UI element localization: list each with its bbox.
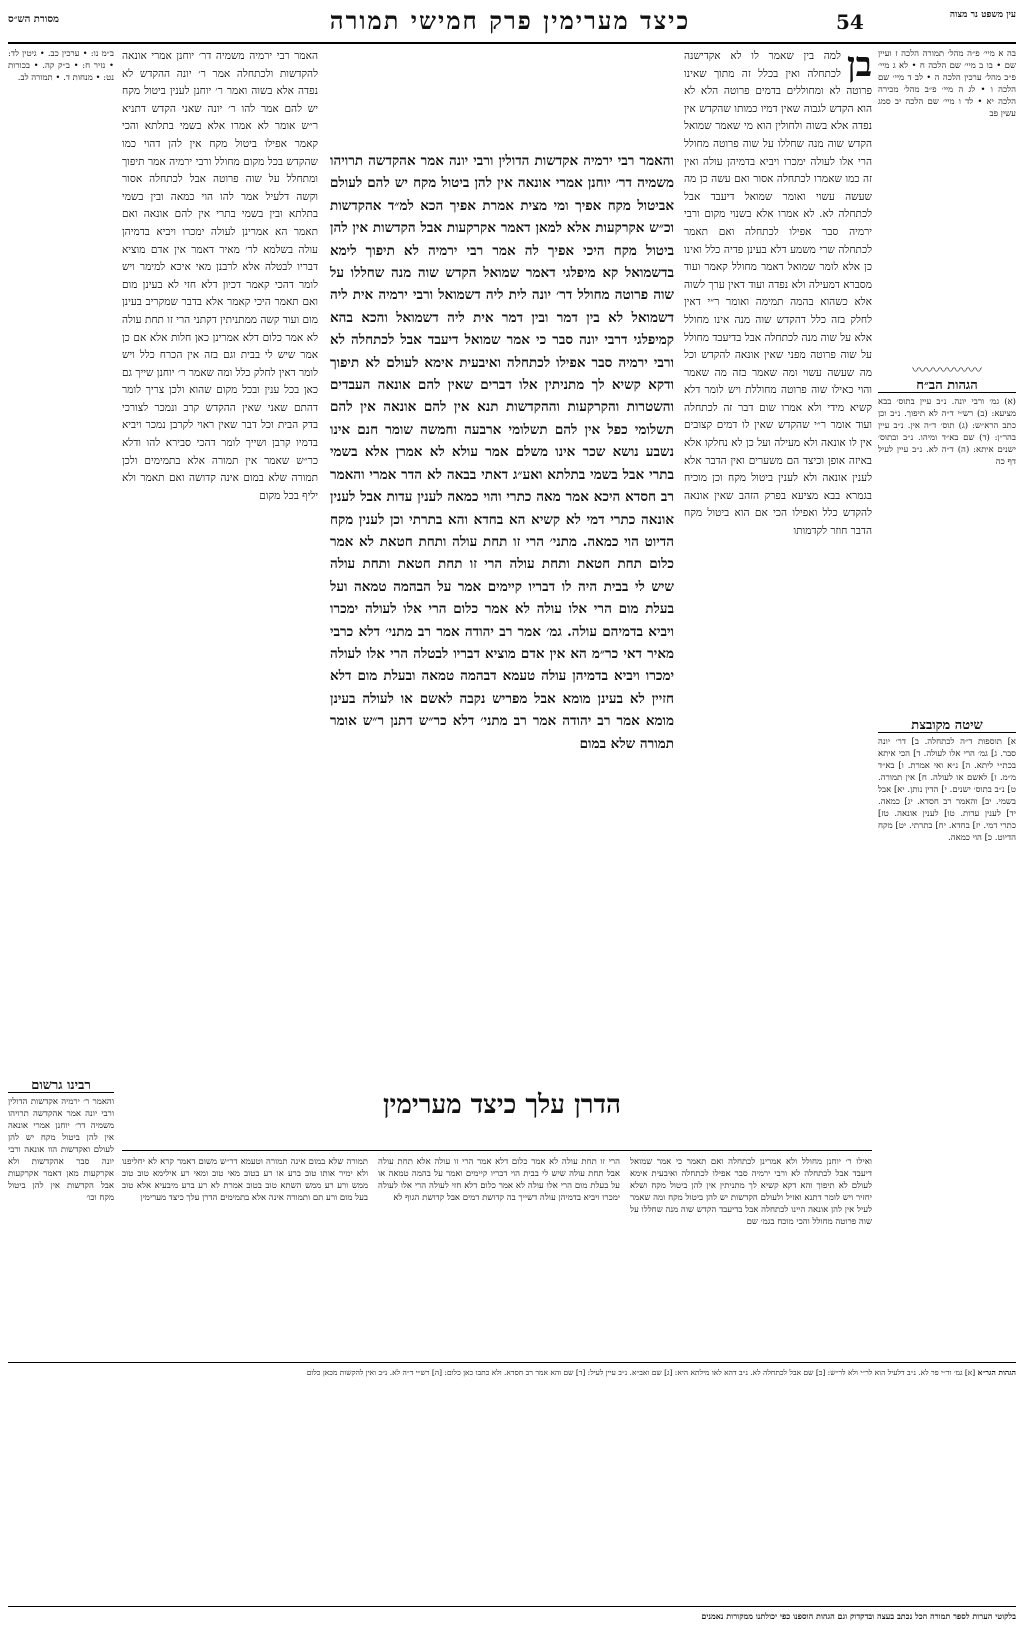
- shita-mekubetzet-column: [878, 720, 1016, 1340]
- shita-mekubetzet-text: א] תוספות ד״ה לכתחלה. ב] דר׳ יונה סבר. ג] גמ׳ הרי אלו לעולה. ד] הכי איתא בכת״י ליתא. ה] נ״א ואי אמרת. ו] בא״ד מ״מ. ז] לאשם או לעולה. ח] אין תמורה. ט] נ״ב בתוס׳ ישנים. י] הדין נותן. יא] אבל בשמי. יב] והאמר רב חסדא. יג] כמאה. יד] לענין עדות. טו] לענין אונאה. טז] כתרי דמי. יז] בחדא. יח] בתרתי. יט] מקח הדיוט. כ] הוי כמאה.: [878, 737, 1016, 843]
- bottom-bar: בלקוטי הערות לספר תמורה הכל נכתב בעצה ובדקדוק וגם הגהות הוספנו כפי יכולתנו ממקורות נאמנים: [701, 1612, 1016, 1621]
- haggahot-habach-title: הגהות הב״ח: [878, 380, 1016, 393]
- ein-mishpat-text: בה א מיי׳ פ״ה מהל׳ תמורה הלכה ז ועיין שם • בו ב מיי׳ שם הלכה ח • לא ג מיי׳ פ״ב מהל׳ ערכין הלכה ה • לב ד מיי׳ שם הלכה ו • לג ה מיי׳ פ״ב מהל׳ מכירה הלכה יא • לד ו מיי׳ שם הלכה יב סמג עשין פב: [878, 49, 1016, 119]
- rabbenu-gershom-column: [8, 1080, 114, 1350]
- bottom-commentary-middle-text: הרי זו תחת עולה לא אמר כלום דלא אמר הרי זו עולה אלא תחת עולה אבל תחת עולה שיש לי בבית הוי דבריו קיימים ואמר על בהמה טמאה או על בעלת מום הרי אלו עולה לא אמר כלום דלא חזי לעולה הרי אלו לעולה ימכרו ויביא בדמיהן עולה דשייך בה קדושת דמים אבל קדושת הגוף לא: [378, 1157, 620, 1203]
- commentary-left-text: האמר רבי ירמיה משמיה דר׳ יוחנן אמרי אונאה להקדשות ולכתחלה אמר ר׳ יונה ההקדש לא נפדה אלא בשוה ואמר ר׳ יוחנן לענין ביטול מקח יש להם אמר להו ר׳ יונה שאני הקדש דתניא ר״ש אומר לא אמרו אלא בשמי בתלתא והכי קאמר אפילו ביטול מקח אין להן דהוי כמו שהקדש בכל מקום מחולל ורבי ירמיה אמר תיפוך ומתחלל על שוה פרוטה אבל לכתחלה אסור וקשה דלעיל אמר להו הוי כמאה ובין בשמי בתלתא ובין בשמי בתרי אין להם אונאה ואם תאמר הא אמרינן לעולה ימכרו ויביא בדמיהן עולה בשלמא לר׳ מאיר דאמר אין אדם מוציא דבריו לבטלה אלא לרבנן מאי איכא למימר ויש לומר דהכי קאמר דכיון דלא חזי לא בעינן מום ואם תאמר היכי קאמר אלא בדבר שמקריב בעינן מום ועוד קשה ממתניתין דקתני הרי זו תחת עולה לא אמר כלום דלא אמרינן כאן חלות אלא אם כן אמר שיש לי בבית וגם בזה אין הכרח כלל ויש לומר דאין לחלק כלל ומה שאמר ר׳ יוחנן שייך גם כאן בכל ענין ובכל מקום שהוא ולכן צריך לומר דהתם שאני שאין ההקדש קרב ונמכר לצורכי בדק הבית וכל דבר שאין ראוי לקרבן נמכר ויביא בדמיו קרבן ושייך לומר דהכי סבירא להו ודלא כר״ש שאמר אין תמורה אלא בתמימים ולכן תמורה שלא במום אינה קדושה ואם תאמר ולא יליף בכל מקום: [122, 50, 318, 502]
- rabbenu-gershom-text: והאמר ר׳ ירמיה אקדשות הדולין ורבי יונה אמר אהקדשה תרויהו משמיה דר׳ יוחנן אמרי אונאה אין להן ביטול מקח יש להן לעולם ואקדשות הוו אונאה ורבי יונה סבר אהקדשות ולא אקרקעות מאן דאמר אקרקעות אבל הקדשות אין להן ביטול מקח וכו׳: [8, 1097, 114, 1203]
- haggahot-habach-text: (א) גמ׳ ורבי יונה. נ״ב עיין בתוס׳ בבא מציעא: (ב) רש״י ד״ה לא תיפוך. נ״ב וכן כתב הרא״ש: (ג) תוס׳ ד״ה אין. נ״ב עיין בהר״ן: (ד) שם בא״ד ומיהו. נ״ב ובתוס׳ ישנים איתא: (ה) ד״ה לא. נ״ב עיין לעיל דף כה: [878, 397, 1016, 467]
- main-text-column: [330, 150, 674, 1080]
- commentary-right-text: למה בין שאמר לו לא אקדישנה לכתחלה ואין בכלל זה מתוך שאינו פרוטה לא ומחוללים בדמים פרוטה הלא לא הוא הקדש לגבוה שאין דמיו כמותו שהקדש אין נפדה אלא בשוה ולחולין הוא מי שאמר שמואל הקדש שוה מנה שחללו על שוה פרוטה מחולל הרי אלו לעולה ימכרו ויביא בדמיהן עולה ואין זה כמו שאמרו לכתחלה אסור ואם עשה כן מה שעשה עשוי ואומר שמואל דיעבד אבל לכתחלה לא. לא אמרו אלא בשנוי מקום ורבי ירמיה סבר אפילו לכתחלה ואם תאמר לכתחלה שרי משמע דלא בעינן פדיה כלל ואינו כן אלא לומר שמואל דאמר מחולל קאמר ועוד מסברא דמעילה ולא נפדה ועוד דאין ערך לשוה אלא כשהוא בהמה תמימה ואומר ר״י דאין לחלק בזה כלל דהקדש שוה מנה אינו מחולל אלא על שוה מנה לכתחלה אבל בדיעבד מחולל על שוה פרוטה מפני שאין אונאה להקדש וכל מה שעשה עשוי ומה שאמר בזה מה שאמר והוי כאילו שוה פרוטה מחוללת ויש לומר דלא קשיא מידי ולא אמרו שום דבר זה לכתחלה ועוד אומר ר״י שהקדש שאין לו דמים קצובים אין לו אונאה ולא מעילה ועל כן לא נחלקו אלא באיזה אופן וכיצד הם משערים ואין הדבר אלא לענין אונאה ולא לענין ביטול מקח וכן מוכיח בגמרא בבא מציעא בפרק הזהב שאין אונאה להקדש כלל ואפילו הכי אם הוא ביטול מקח הדבר חוזר לקדמותו: [684, 50, 872, 538]
- bottom-commentary-right: [630, 1156, 872, 1356]
- main-text: והאמר רבי ירמיה אקדשות הדולין ורבי יונה אמר אהקדשה תרויהו משמיה דר׳ יוחנן אמרי אונאה אין להן ביטול מקח יש להם לעולם אביטול מקח אפיך ומי מצית אמרת אפיך הכא למ״ד אהקדשות וכ״ש אקרקעות אלא למאן דאמר אקרקעות אבל הקדשות אין להן ביטול מקח היכי אפיך לה אמר רבי ירמיה לא תיפוך לימא בדשמואל קא מיפלגי דאמר שמואל הקדש שוה מנה שחללו על שוה פרוטה מחולל דר׳ יונה לית ליה דשמואל ורבי ירמיה אית ליה דשמואל לא בין דמר ובין דמר אית ליה דשמואל והכא בהא קמיפלגי דרבי יונה סבר כי אמר שמואל דיעבד אבל לכתחלה לא ורבי ירמיה סבר אפילו לכתחלה ואיבעית אימא לעולם לא תיפוך ודקא קשיא לך מתניתין אלו דברים שאין להם אונאה העבדים והשטרות והקרקעות וההקדשות תנא אין להם אונאה אין להם תשלומי כפל אין להם תשלומי ארבעה וחמשה שומר חנם אינו נשבע נושא שכר אינו משלם אמר עולא לא אמרן אלא בשמי בתרי אבל בשמי בתלתא ואע״ג דאתי בבאה לא הדר אמרי והאמר רב חסדא היכא אמר מאה כתרי והוי כמאה לענין עדות אבל לענין אונאה כתרי דמי לא קשיא הא בחדא והא בתרתי וכן לענין מקח הדיוט הוי כמאה. מתני׳ הרי זו תחת עולה ותחת חטאת לא אמר כלום תחת חטאת ותחת עולה הרי זו תחת חטאת ותחת עולה שיש לי בבית היה לו דבריו קיימים אמר על הבהמה טמאה ועל בעלת מום הרי אלו עולה לא אמר כלום הרי אלו לעולה ימכרו ויביא בדמיהם עולה. גמ׳ אמר רב יהודה אמר רב מתני׳ דלא כרבי מאיר דאי כר״מ הא אין אדם מוציא דבריו לבטלה הרי אלו לעולה ימכרו ויביא בדמיהן עולה טעמא דבהמה טמאה ובעלת מום דלא חזיין לא בעינן מומא אבל מפריש נקבה לאשם או לעולה בעינן מומא אמר רב יהודה אמר רב מתני׳ דלא כר״ש דתנן ר״ש אומר תמורה שלא במום: [330, 153, 674, 752]
- masoret-hashas-column: [8, 48, 114, 1068]
- footnotes-block: [8, 1368, 1016, 1598]
- footnote-rule: [8, 1362, 1016, 1363]
- opening-word: בן: [846, 48, 872, 85]
- ein-mishpat-tag: עין משפט נר מצוה: [949, 10, 1016, 20]
- bottom-commentary-right-text: ואילו ר׳ יוחנן מחולל ולא אמרינן לכתחלה ואם תאמר כי אמר שמואל דיעבד אבל לכתחלה לא ורבי ירמיה סבר אפילו לכתחלה ואיבעית אימא לעולם לא תיפוך והא דקא קשיא לך מתניתין אין להן ביטול מקח ושלא יחזיר ויש לומר דתנא ואזיל ולעולם הקדשות יש להן ביטול מקח ומה שאמר לעיל אין להן אונאה היינו לכתחלה אבל בדיעבד הקדש שוה מנה שחללו על שוה פרוטה מחולל והכי מוכח בגמ׳ שם: [630, 1157, 872, 1227]
- ornament-divider: 〰〰〰〰〰: [912, 363, 982, 379]
- bottom-commentary-middle: [378, 1156, 620, 1356]
- page-title: כיצד מערימין פרק חמישי תמורה: [329, 6, 691, 35]
- commentary-right-column: [684, 48, 872, 1148]
- hadran-colophon: הדרן עלך כיצד מערימין: [383, 1090, 621, 1120]
- page-header: [0, 4, 1024, 38]
- header-rule: [8, 42, 1016, 44]
- ein-mishpat-column: [878, 48, 1016, 358]
- commentary-left-column: [122, 48, 318, 1148]
- masoret-hashas-text: ב״מ נו: • ערכין כב. • גיטין לד: • נזיר ח: • ב״ק קה. • בכורות נט: • מנחות ד. • תמורה לב.: [8, 49, 114, 83]
- shita-mekubetzet-title: שיטה מקובצת: [878, 720, 1016, 733]
- haggahot-habach-column: [878, 380, 1016, 710]
- page-number: 54: [836, 10, 864, 34]
- bottom-commentary-left: [122, 1156, 368, 1356]
- footnotes-text: [א] גמ׳ ור״י פר לא. נ״ב דלעיל הוא לר״י ולא לר״ש: [ב] שם אבל לכתחלה לא. נ״ב דהא לאו מילתא היא: [ג] שם ואב״א. נ״ב עיין לעיל: [ד] שם והא אמר רב חסדא. ולא כתבו כאן כלום: [ה] רש״י ד״ה לא. נ״ב ואין להקשות מכאן כלום: [306, 1368, 976, 1377]
- masoret-tag: מסורת הש״ס: [8, 14, 59, 25]
- rabbenu-gershom-title: רבינו גרשום: [8, 1080, 114, 1093]
- footnotes-title: הגהות הגר״א: [977, 1368, 1016, 1377]
- bottom-commentary-left-text: תמורה שלא במום אינה תמורה וטעמא דר״ש משום דאמר קרא לא יחליפנו ולא ימיר אותו טוב ברע או רע בטוב מאי טוב ומאי רע אילימא טוב טוב ממש ורע רע ממש השתא טוב בטוב אמרת לא רע ברע מיבעיא אלא טוב בעל מום ורע תם ותמורה אינה אלא בתמימים הדרן עלך כיצד מערימין: [122, 1157, 368, 1203]
- bottom-rule: [8, 1606, 1016, 1607]
- lower-rule: [122, 1150, 872, 1151]
